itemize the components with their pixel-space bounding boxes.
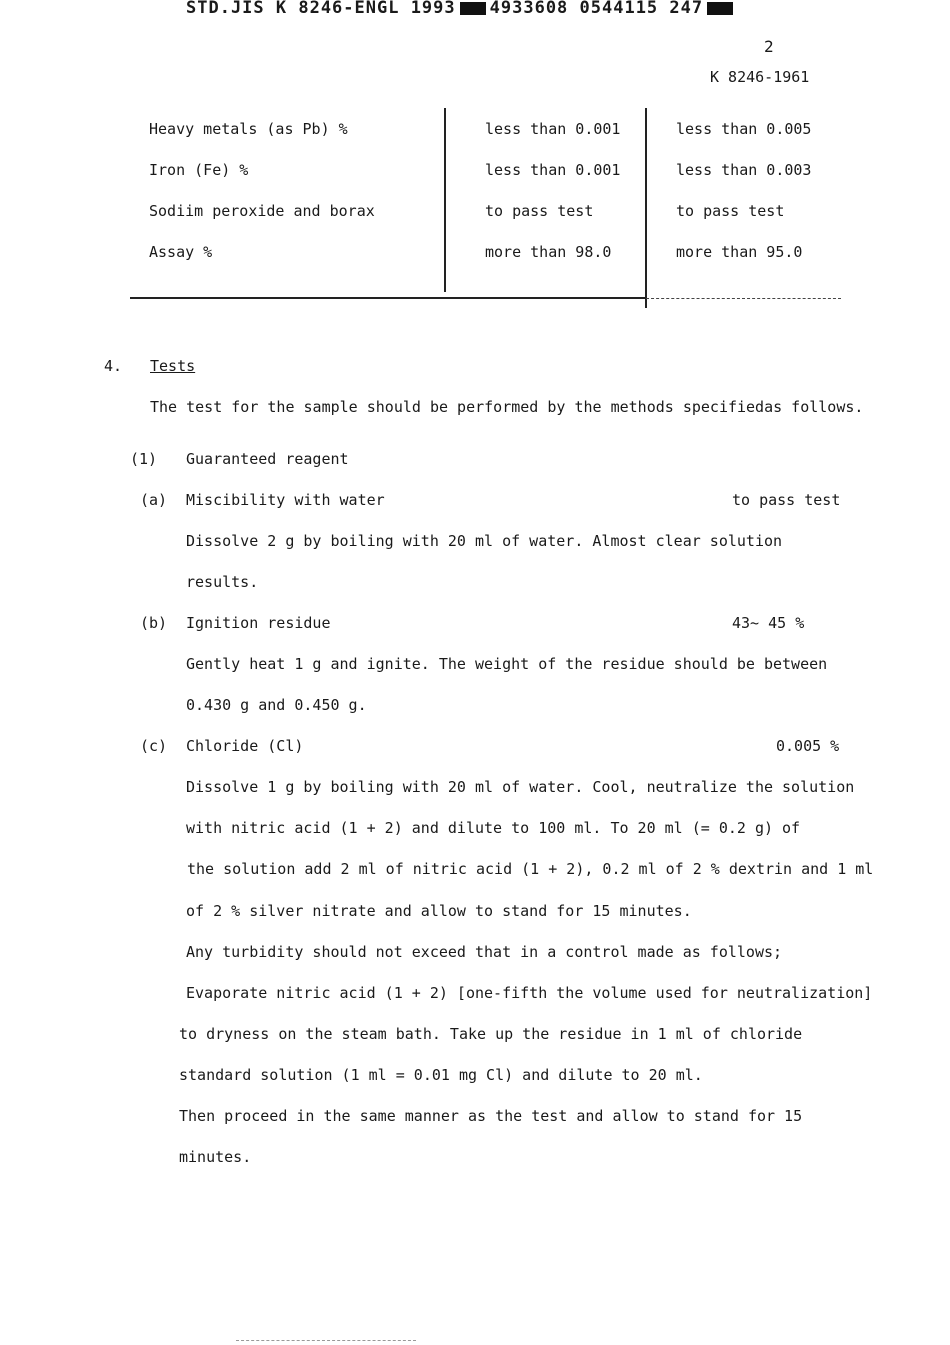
item-a-spec: to pass test: [732, 491, 841, 509]
table-divider: [444, 108, 446, 292]
std-code: STD.JIS K 8246-ENGL 1993: [186, 0, 456, 18]
section-number: 4.: [104, 357, 123, 375]
item-c-line: the solution add 2 ml of nitric acid (1 + 2), 0.2 ml of 2 % dextrin and 1 ml: [187, 860, 874, 878]
item-c-line: to dryness on the steam bath. Take up the residue in 1 ml of chloride: [179, 1025, 803, 1043]
reagent-label: (1): [130, 450, 158, 468]
item-b-spec: 43~ 45 %: [732, 614, 805, 632]
item-c-line: with nitric acid (1 + 2) and dilute to 100 ml. To 20 ml (= 0.2 g) of: [186, 819, 801, 837]
barcode-block-icon: [707, 2, 733, 15]
table-divider: [645, 108, 647, 308]
item-b-label: (b): [140, 614, 168, 632]
table-row-extra: less than 0.003: [676, 161, 812, 179]
table-row-guaranteed: less than 0.001: [485, 120, 621, 138]
item-a-title: Miscibility with water: [186, 491, 385, 509]
barcode-number: 4933608 0544115 247: [489, 0, 704, 18]
document-header: [186, 0, 737, 18]
table-row-guaranteed: more than 98.0: [485, 243, 612, 261]
table-row-guaranteed: to pass test: [485, 202, 594, 220]
item-b-title: Ignition residue: [186, 614, 331, 632]
table-bottom-rule: [130, 297, 646, 299]
standard-reference: K 8246-1961: [710, 68, 810, 86]
page-number: 2: [764, 37, 774, 56]
table-row-guaranteed: less than 0.001: [485, 161, 621, 179]
item-c-title: Chloride (Cl): [186, 737, 304, 755]
section-title: Tests: [150, 357, 196, 375]
table-row-extra: to pass test: [676, 202, 785, 220]
item-c-line: Dissolve 1 g by boiling with 20 ml of water. Cool, neutralize the solution: [186, 778, 855, 796]
item-c-line: Any turbidity should not exceed that in a control made as follows;: [186, 943, 783, 961]
table-row-extra: less than 0.005: [676, 120, 812, 138]
item-c-line: minutes.: [179, 1148, 252, 1166]
reagent-title: Guaranteed reagent: [186, 450, 349, 468]
table-row-item: Sodiim peroxide and borax: [149, 202, 375, 220]
scan-artifact: [236, 1340, 416, 1341]
item-c-spec: 0.005 %: [776, 737, 840, 755]
item-c-line: standard solution (1 ml = 0.01 mg Cl) and dilute to 20 ml.: [179, 1066, 703, 1084]
table-row-item: Iron (Fe) %: [149, 161, 249, 179]
item-a-line: Dissolve 2 g by boiling with 20 ml of water. Almost clear solution: [186, 532, 783, 550]
item-b-line: Gently heat 1 g and ignite. The weight of the residue should be between: [186, 655, 828, 673]
table-row-extra: more than 95.0: [676, 243, 803, 261]
item-c-line: Evaporate nitric acid (1 + 2) [one-fifth the volume used for neutralization]: [186, 984, 873, 1002]
item-c-line: Then proceed in the same manner as the test and allow to stand for 15: [179, 1107, 803, 1125]
table-bottom-rule: [646, 298, 841, 299]
item-c-line: of 2 % silver nitrate and allow to stand for 15 minutes.: [186, 902, 692, 920]
item-c-label: (c): [140, 737, 168, 755]
table-row-item: Heavy metals (as Pb) %: [149, 120, 348, 138]
item-a-label: (a): [140, 491, 168, 509]
item-b-line: 0.430 g and 0.450 g.: [186, 696, 367, 714]
table-row-item: Assay %: [149, 243, 213, 261]
section-intro: The test for the sample should be performed by the methods specifiedas follows.: [150, 398, 864, 416]
barcode-block-icon: [460, 2, 486, 15]
item-a-line: results.: [186, 573, 259, 591]
